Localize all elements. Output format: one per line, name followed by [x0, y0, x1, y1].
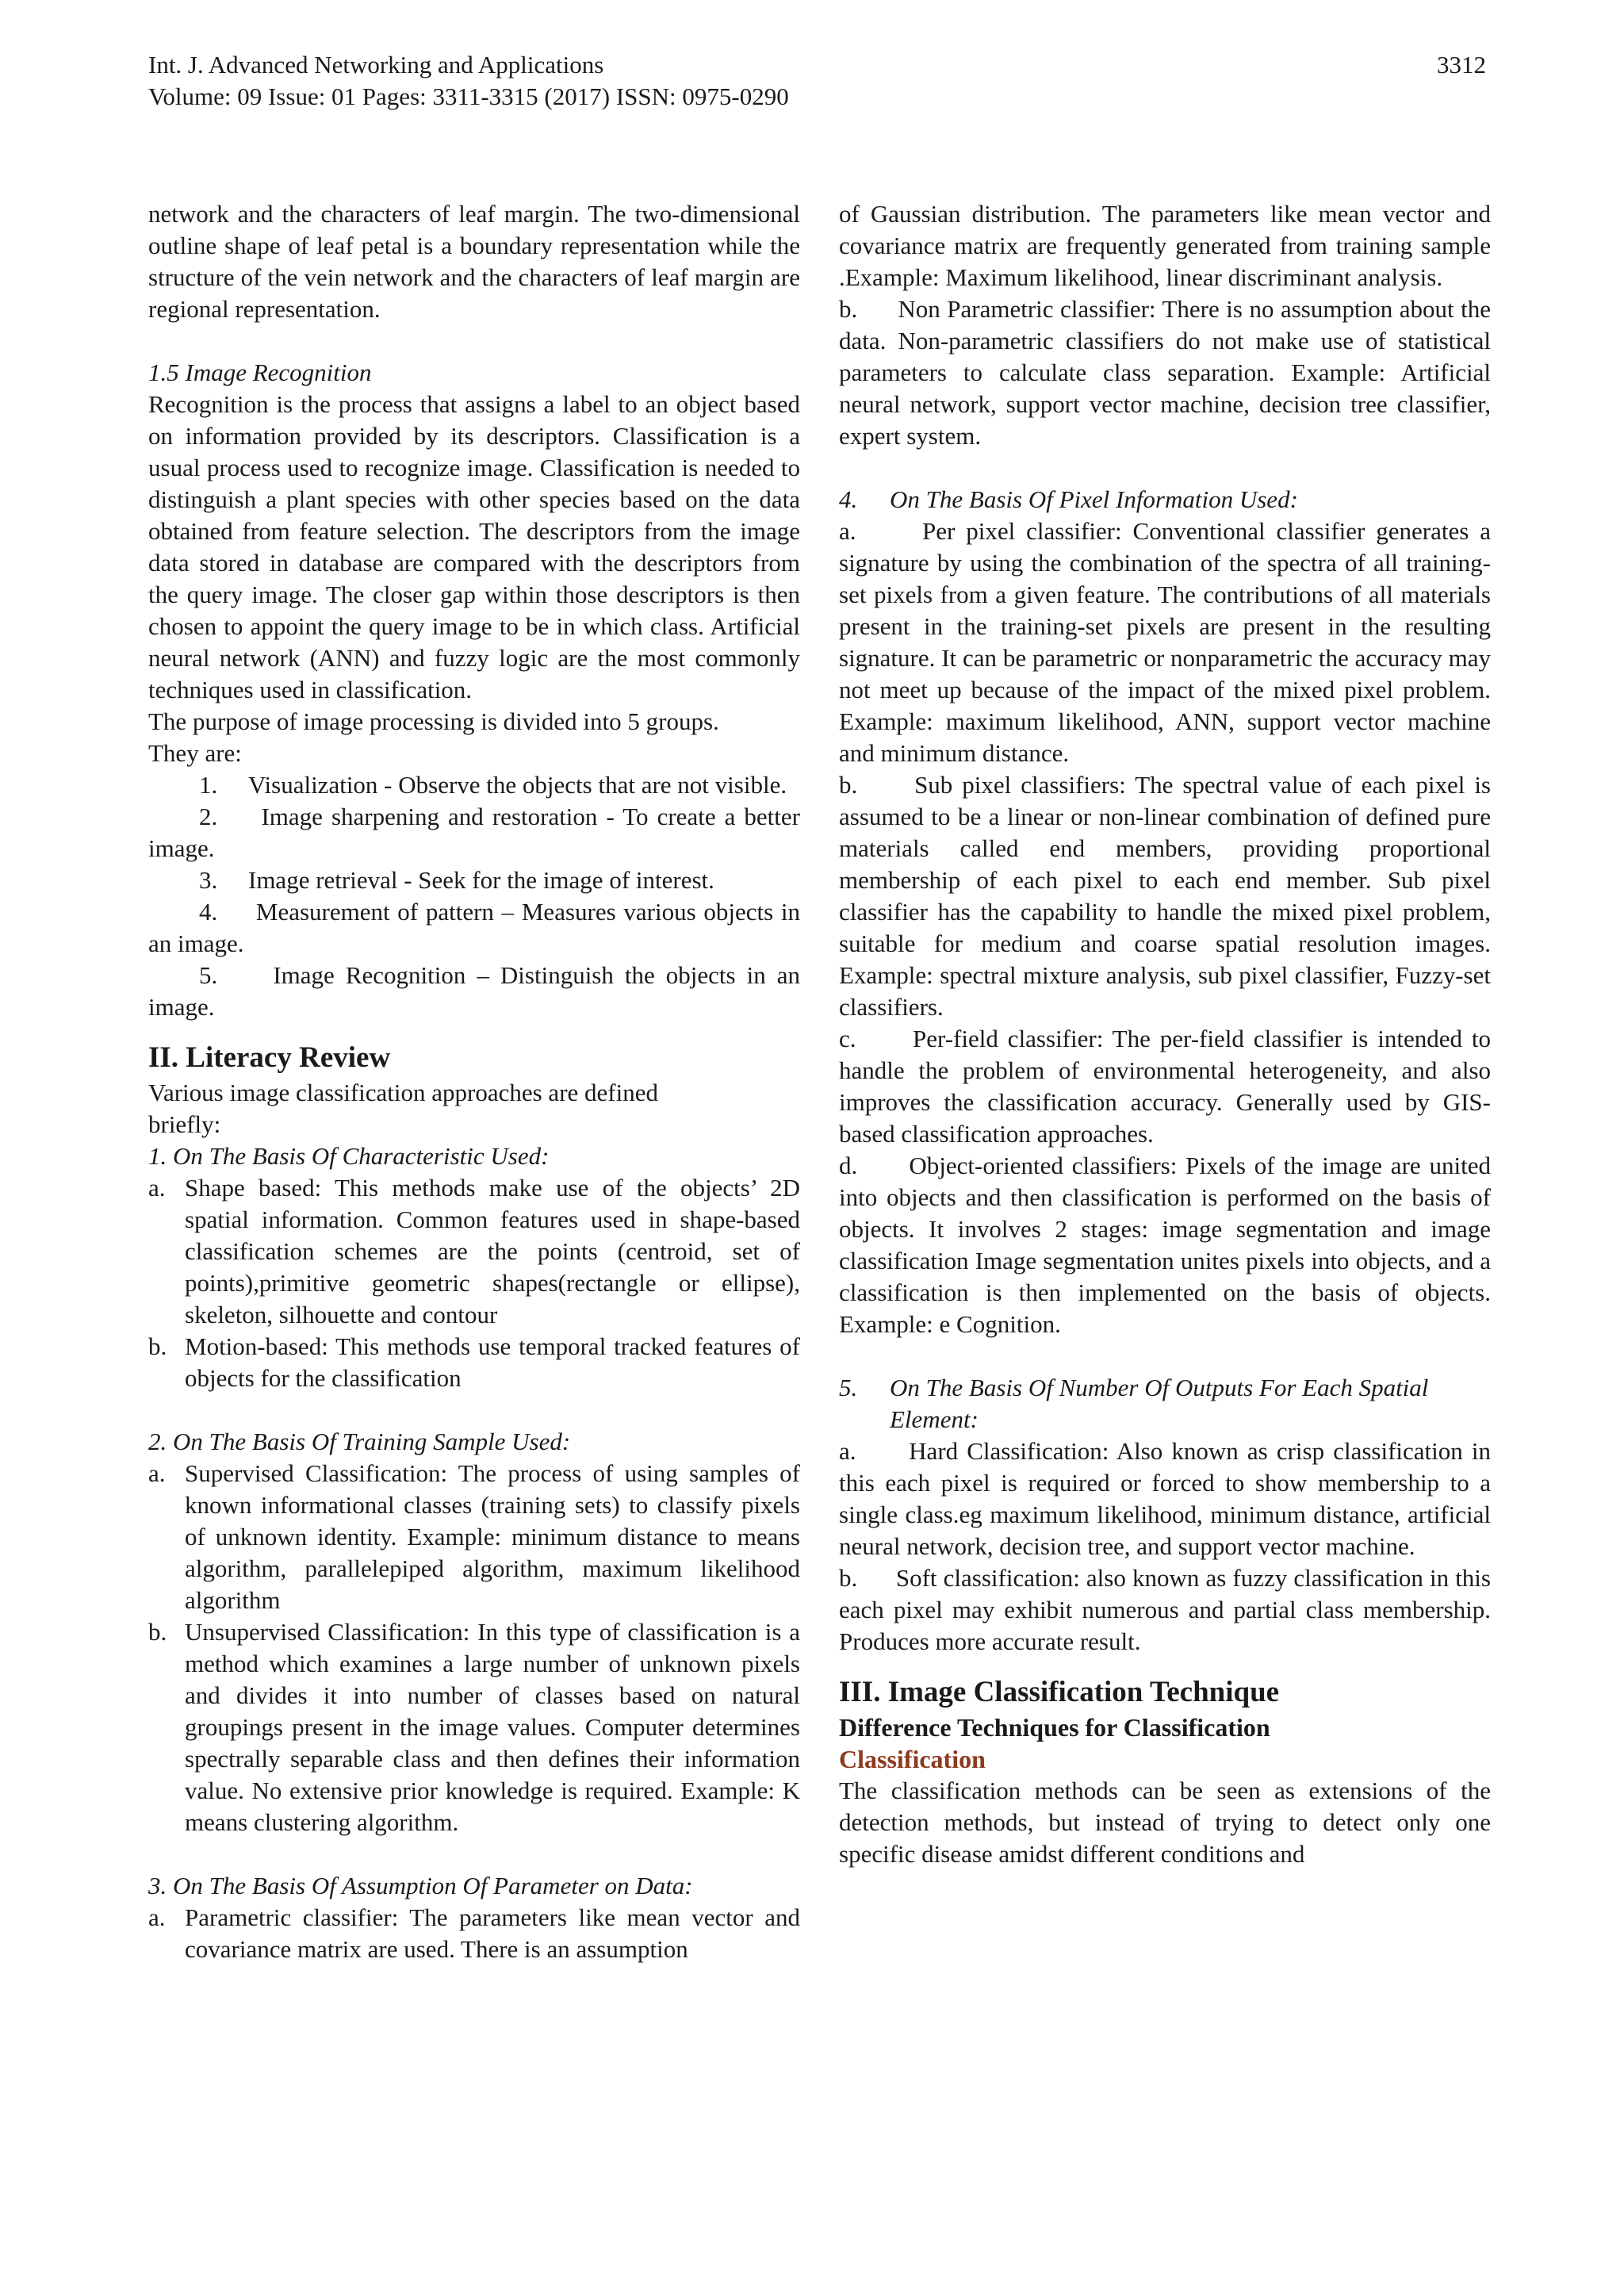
page-header [148, 49, 1486, 113]
section-3-title: III. Image Classification Technique [839, 1676, 1280, 1708]
section-1-5-body: Recognition is the process that assigns a label to an object based on information provided by its descriptors. Classification is a usual process used to recognize image. Classification is needed to distinguish a plant species with other species based on the data obtained from feature selection. The descriptors from the image data stored in database are compared with the descriptors from the query image. The closer gap within those descriptors is then chosen to appoint the query image to be in which class. Artificial neural network (ANN) and fuzzy logic are the most commonly techniques used in classification. [148, 390, 800, 703]
list-item: 5. Image Recognition – Distinguish the objects in an image. [148, 961, 801, 1021]
classification-heading: Classification [839, 1745, 986, 1773]
purpose-list [148, 769, 800, 1023]
basis-4-title: 4. On The Basis Of Pixel Information Used: [839, 485, 1298, 513]
basis-5-item-b: b. Soft classification: also known as fuzzy classification in this each pixel may exhibit numerous and partial class membership. Produces more accurate result. [839, 1564, 1497, 1655]
section-1-5-title: 1.5 Image Recognition [148, 358, 372, 386]
basis-3-item-a: a. Parametric classifier: The parameters like mean vector and covariance matrix are used. There is an assumption [148, 1903, 800, 1963]
section-2-title: II. Literacy Review [148, 1041, 391, 1074]
left-column [148, 198, 800, 1965]
continued-paragraph: of Gaussian distribution. The parameters like mean vector and covariance matrix are frequently generated from training sample .Example: Maximum likelihood, linear discriminant analysis. [839, 200, 1491, 291]
basis-5-item-a: a. Hard Classification: Also known as crisp classification in this each pixel is required or forced to show membership to a single class.eg maximum likelihood, minimum distance, artificial neural network, decision tree, and support vector machine. [839, 1437, 1497, 1560]
list-item: 4. Measurement of pattern – Measures various objects in an image. [148, 898, 801, 957]
basis-5-title: 5. On The Basis Of Number Of Outputs For Each Spatial Element: [839, 1374, 1429, 1433]
section-2-intro-2: briefly: [148, 1110, 221, 1138]
list-item: 2. Image sharpening and restoration - To create a better image. [148, 803, 800, 862]
section-3-subtitle: Difference Techniques for Classification [839, 1713, 1270, 1742]
journal-name: Int. J. Advanced Networking and Applications [148, 51, 604, 79]
list-item: 1. Visualization - Observe the objects that are not visible. [199, 771, 787, 799]
section-3-body: The classification methods can be seen as extensions of the detection methods, but instead of trying to detect only one specific disease amidst different conditions and [839, 1777, 1491, 1868]
section-2-intro-1: Various image classification approaches are defined [148, 1079, 658, 1106]
basis-1-item-b: b. Motion-based: This methods use temporal tracked features of objects for the classification [148, 1332, 800, 1392]
basis-2-title: 2. On The Basis Of Training Sample Used: [148, 1428, 571, 1455]
basis-4-item-d: d. Object-oriented classifiers: Pixels of the image are united into objects and then classification is performed on the basis of objects. It involves 2 stages: image segmentation and image classification Image segmentation unites pixels into objects, and a classification is then implemented on the basis of objects. Example: e Cognition. [839, 1152, 1497, 1338]
purpose-line-1: The purpose of image processing is divided into 5 groups. [148, 707, 719, 735]
basis-3-title: 3. On The Basis Of Assumption Of Parameter on Data: [148, 1872, 693, 1899]
intro-paragraph: network and the characters of leaf margin. The two-dimensional outline shape of leaf petal is a boundary representation while the structure of the vein network and the characters of leaf margin are regional representation. [148, 200, 800, 323]
basis-1-item-a: a. Shape based: This methods make use of the objects’ 2D spatial information. Common features used in shape-based classification schemes are the points (centroid, set of points),primitive geometric shapes(rectangle or ellipse), skeleton, silhouette and contour [148, 1174, 800, 1328]
right-column [839, 198, 1497, 1870]
basis-2-item-a: a. Supervised Classification: The process of using samples of known informational classes (training sets) to classify pixels of unknown identity. Example: minimum distance to means algorithm, parallelepiped algorithm, maximum likelihood algorithm [148, 1459, 800, 1614]
journal-volume: Volume: 09 Issue: 01 Pages: 3311-3315 (2017) ISSN: 0975-0290 [148, 82, 789, 110]
page-number: 3312 [1437, 51, 1486, 79]
basis-3-item-b: b. Non Parametric classifier: There is no assumption about the data. Non-parametric classifiers do not make use of statistical parameters to calculate class separation. Example: Artificial neural network, support vector machine, decision tree classifier, expert system. [839, 295, 1497, 450]
basis-4-item-a: a. Per pixel classifier: Conventional classifier generates a signature by using the combination of the spectra of all training-set pixels from a given feature. The contributions of all materials present in the training-set pixels are present in the resulting signature. It can be parametric or nonparametric the accuracy may not meet up because of the impact of the mixed pixel problem. Example: maximum likelihood, ANN, support vector machine and minimum distance. [839, 517, 1497, 767]
basis-2-item-b: b. Unsupervised Classification: In this type of classification is a method which examines a large number of unknown pixels and divides it into number of classes based on natural groupings present in the image values. Computer determines spectrally separable class and then defines their information value. No extensive prior knowledge is required. Example: K means clustering algorithm. [148, 1618, 800, 1836]
list-item: 3. Image retrieval - Seek for the image of interest. [199, 866, 714, 894]
basis-4-item-c: c. Per-field classifier: The per-field classifier is intended to handle the problem of environmental heterogeneity, and also improves the classification accuracy. Generally used by GIS-based classification approaches. [839, 1025, 1497, 1148]
basis-1-title: 1. On The Basis Of Characteristic Used: [148, 1142, 550, 1170]
basis-4-item-b: b. Sub pixel classifiers: The spectral value of each pixel is assumed to be a linear or non-linear combination of defined pure materials called end members, providing proportional membership of each pixel to each end member. Sub pixel classifier has the capability to handle the mixed pixel problem, suitable for medium and coarse spatial resolution images. Example: spectral mixture analysis, sub pixel classifier, Fuzzy-set classifiers. [839, 771, 1497, 1021]
purpose-line-2: They are: [148, 739, 242, 767]
